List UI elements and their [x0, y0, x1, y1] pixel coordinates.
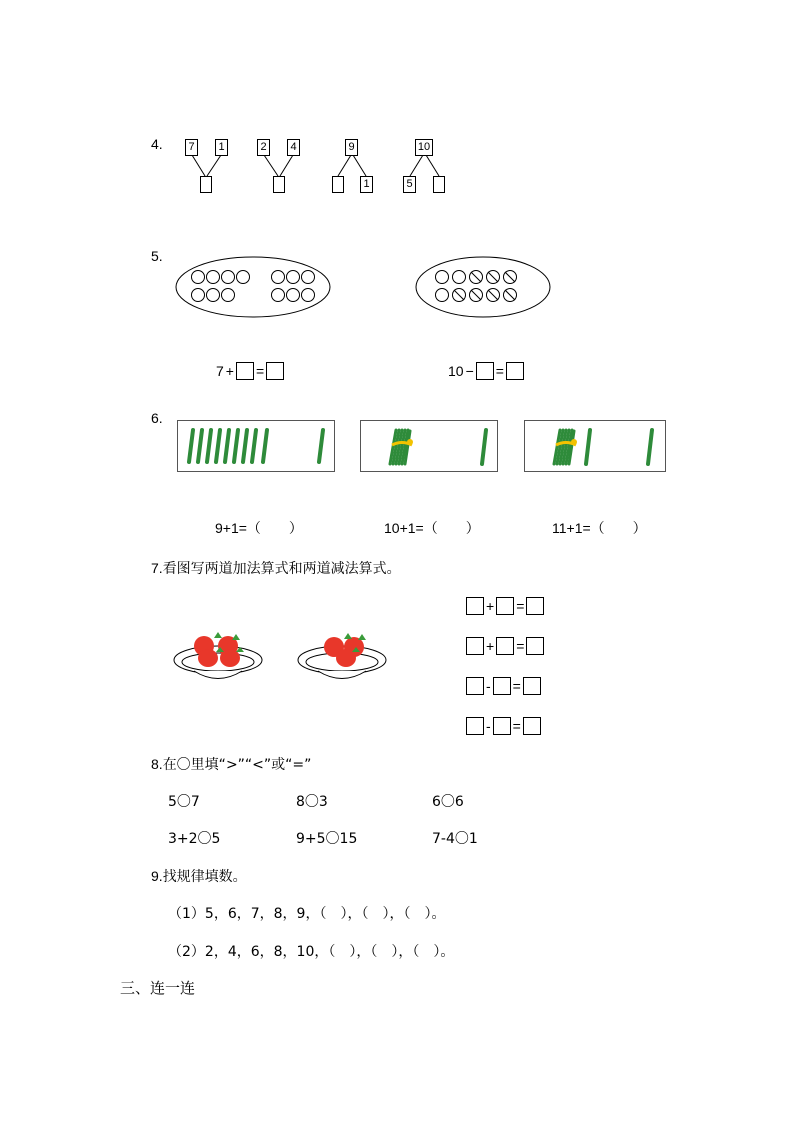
circle-icon [272, 271, 285, 284]
q8-item-3[interactable]: 6〇6 [432, 794, 464, 810]
q8-title: 在〇里填“>”“<”或“=” [162, 757, 312, 773]
q5-left-answer-box-2[interactable] [266, 362, 284, 380]
equals-sign: = [516, 638, 525, 654]
q7-equation-2 [466, 637, 544, 655]
q7-strawberry-plate-2 [296, 630, 392, 684]
section-3-title: 三、连一连 [120, 979, 196, 997]
circle-icon [302, 289, 315, 302]
q5-left-answer-box-1[interactable] [236, 362, 254, 380]
q7-row3-box-1[interactable] [466, 677, 484, 695]
equals-sign: = [512, 718, 521, 734]
q4-tree2-top-left: 2 [257, 139, 270, 156]
q9-title: 找规律填数。 [162, 869, 247, 885]
q4-number: 4. [151, 136, 163, 152]
q8-item-4[interactable]: 3+2〇5 [168, 831, 221, 847]
circle-icon [222, 289, 235, 302]
q9-sequence-1[interactable]: （1）5，6，7，8，9，（ ），（ ），（ ）。 [168, 906, 446, 922]
q8-heading [151, 754, 311, 774]
q4-tree4-top: 10 [415, 139, 433, 156]
q7-equation-1 [466, 597, 544, 615]
equals-sign: = [516, 598, 525, 614]
q7-row4-box-3[interactable] [523, 717, 541, 735]
q5-right-answer-box-2[interactable] [506, 362, 524, 380]
q5-left-operand: 7 [216, 363, 224, 379]
q9-heading [151, 866, 247, 886]
minus-sign: − [465, 363, 474, 379]
q4-tree4-bottom-right-answer[interactable] [433, 176, 445, 193]
q6-number: 6. [151, 410, 163, 426]
q7-row2-box-2[interactable] [496, 637, 514, 655]
q5-right-operand: 10 [448, 363, 464, 379]
plus-sign: + [486, 638, 495, 654]
q7-row1-box-3[interactable] [526, 597, 544, 615]
q5-left-oval [175, 255, 335, 321]
circle-icon [287, 271, 300, 284]
q8-item-2[interactable]: 8〇3 [296, 794, 328, 810]
q7-row1-box-2[interactable] [496, 597, 514, 615]
circle-icon [237, 271, 250, 284]
q6-sticks-panel-2 [360, 420, 498, 473]
q8-item-6[interactable]: 7-4〇1 [432, 831, 478, 847]
q8-item-1[interactable]: 5〇7 [168, 794, 200, 810]
q7-equation-3 [466, 677, 541, 695]
q8-item-5[interactable]: 9+5〇15 [296, 831, 358, 847]
circle-icon [453, 271, 466, 284]
q4-tree2-bottom-answer[interactable] [273, 176, 285, 193]
plus-sign: + [486, 598, 495, 614]
q7-row3-box-2[interactable] [493, 677, 511, 695]
q7-strawberry-plate-1 [172, 630, 268, 684]
q6-expression-1[interactable]: 9+1=（ ） [215, 520, 303, 536]
q4-tree3-top: 9 [345, 139, 358, 156]
q7-title: 看图写两道加法算式和两道减法算式。 [162, 561, 401, 577]
equals-sign: = [512, 678, 521, 694]
q7-row2-box-1[interactable] [466, 637, 484, 655]
equals-sign: = [495, 363, 504, 379]
q8-number: 8. [151, 756, 163, 772]
q4-tree1-bottom-answer[interactable] [200, 176, 212, 193]
minus-sign: - [486, 678, 491, 694]
q4-tree1-top-left: 7 [185, 139, 198, 156]
circle-icon [272, 289, 285, 302]
circle-icon [436, 271, 449, 284]
q7-heading [151, 558, 401, 578]
q4-tree3-bottom-right: 1 [360, 176, 373, 193]
q7-row4-box-2[interactable] [493, 717, 511, 735]
q5-right-expression [448, 362, 524, 380]
circle-icon [192, 289, 205, 302]
q5-right-oval [415, 255, 555, 321]
q6-expression-3[interactable]: 11+1=（ ） [552, 520, 647, 536]
q4-tree2-top-right: 4 [287, 139, 300, 156]
q5-right-answer-box-1[interactable] [476, 362, 494, 380]
equals-sign: = [255, 363, 265, 379]
circle-icon [302, 271, 315, 284]
q9-number: 9. [151, 868, 163, 884]
plus-sign: + [225, 363, 234, 379]
circle-icon [436, 289, 449, 302]
circle-icon [207, 271, 220, 284]
circle-icon [207, 289, 220, 302]
q5-number: 5. [151, 248, 163, 264]
q4-tree1-top-right: 1 [215, 139, 228, 156]
q7-equation-4 [466, 717, 541, 735]
q6-sticks-panel-1 [177, 420, 335, 473]
q7-row4-box-1[interactable] [466, 717, 484, 735]
q4-tree4-bottom-left: 5 [403, 176, 416, 193]
q6-sticks-panel-3 [524, 420, 666, 473]
q6-expression-2[interactable]: 10+1=（ ） [384, 520, 480, 536]
q7-row2-box-3[interactable] [526, 637, 544, 655]
minus-sign: - [486, 718, 491, 734]
q4-lines [0, 0, 794, 220]
circle-icon [287, 289, 300, 302]
q7-row3-box-3[interactable] [523, 677, 541, 695]
q5-left-expression [216, 362, 284, 380]
q7-number: 7. [151, 560, 163, 576]
circle-icon [192, 271, 205, 284]
q4-tree3-bottom-left-answer[interactable] [332, 176, 344, 193]
circle-icon [222, 271, 235, 284]
q7-row1-box-1[interactable] [466, 597, 484, 615]
q9-sequence-2[interactable]: （2）2，4，6，8，10，（ ），（ ），（ ）。 [168, 944, 455, 960]
